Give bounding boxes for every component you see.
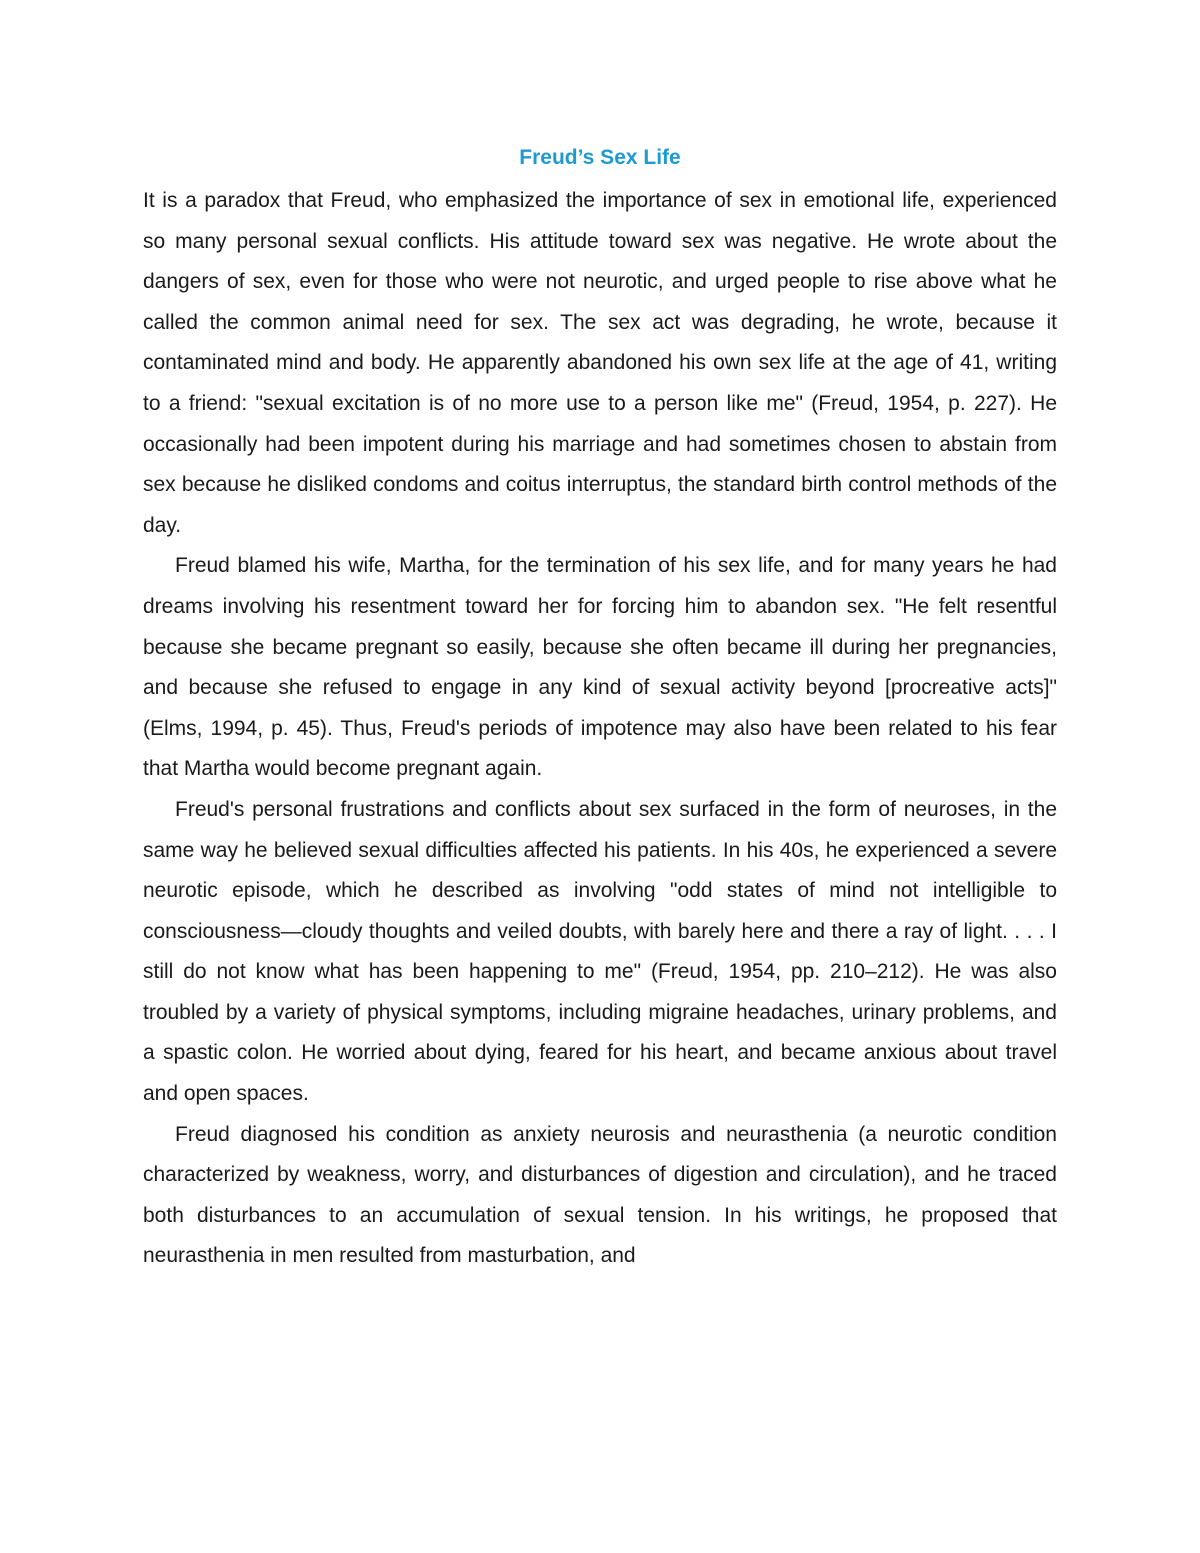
paragraph-1: It is a paradox that Freud, who emphasized the importance of sex in emotional life, experienced so many personal sexual conflicts. His attitude toward sex was negative. He wrote about the dangers of sex, even for those who were not neurotic, and urged people to rise above what he called the common animal need for sex. The sex act was degrading, he wrote, because it contaminated mind and body. He apparently abandoned his own sex life at the age of 41, writing to a friend: "sexual excitation is of no more use to a person like me" (Freud, 1954, p. 227). He occasionally had been impotent during his marriage and had sometimes chosen to abstain from sex because he disliked condoms and coitus interruptus, the standard birth control methods of the day. — [143, 189, 1057, 537]
document-title: Freud’s Sex Life — [519, 146, 681, 169]
paragraph-3: Freud's personal frustrations and conflicts about sex surfaced in the form of neuroses, in the same way he believed sexual difficulties affected his patients. In his 40s, he experienced a severe neurotic episode, which he described as involving "odd states of mind not intelligible to consciousness—cloudy thoughts and veiled doubts, with barely here and there a ray of light. . . . I still do not know what has been happening to me" (Freud, 1954, pp. 210–212). He was also troubled by a variety of physical symptoms, including migraine headaches, urinary problems, and a spastic colon. He worried about dying, feared for his heart, and became anxious about travel and open spaces. — [143, 797, 1057, 1106]
paragraph-4: Freud diagnosed his condition as anxiety neurosis and neurasthenia (a neurotic condition characterized by weakness, worry, and disturbances of digestion and circulation), and he traced both disturbances to an accumulation of sexual tension. In his writings, he proposed that neurasthenia in men resulted from masturbation, and — [143, 1122, 1057, 1268]
paragraph-2: Freud blamed his wife, Martha, for the termination of his sex life, and for many years he had dreams involving his resentment toward her for forcing him to abandon sex. "He felt resentful because she became pregnant so easily, because she often became ill during her pregnancies, and because she refused to engage in any kind of sexual activity beyond [procreative acts]" (Elms, 1994, p. 45). Thus, Freud's periods of impotence may also have been related to his fear that Martha would become pregnant again. — [143, 554, 1057, 781]
document-page — [143, 138, 1057, 1277]
